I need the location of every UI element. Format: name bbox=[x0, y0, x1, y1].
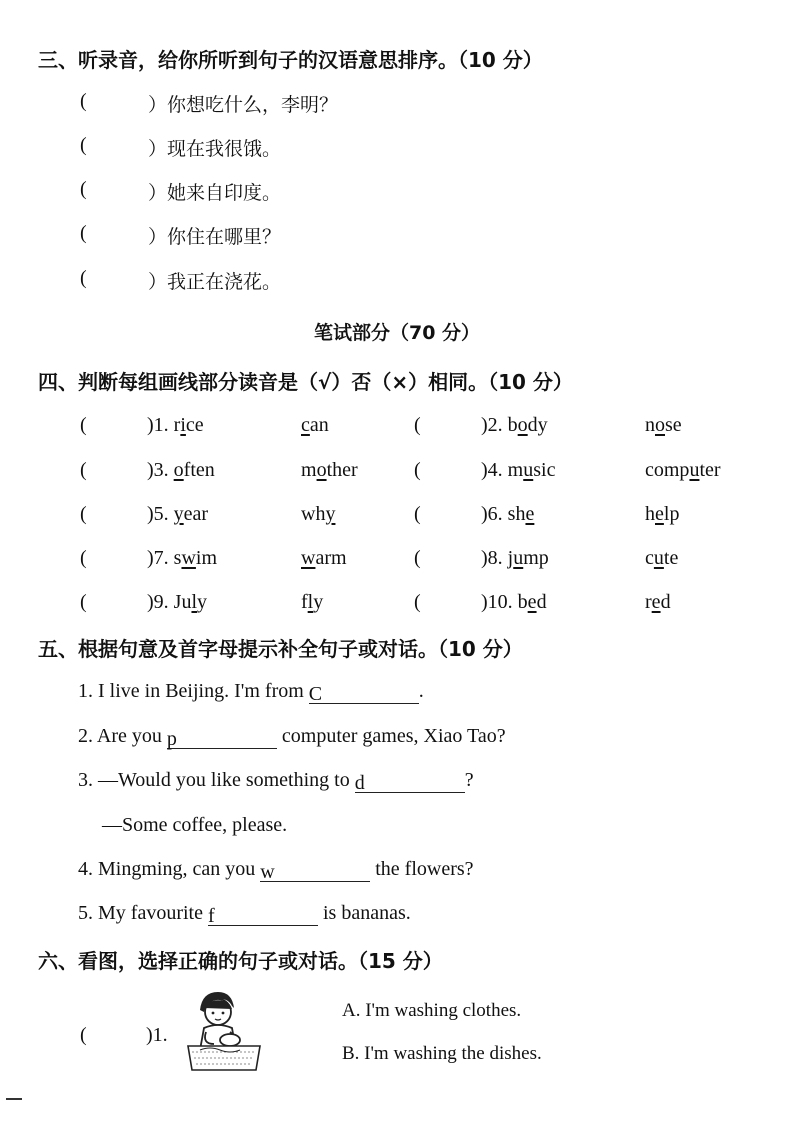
section-3-title: 三、听录音，给你所听到句子的汉语意思排序。（10 分） bbox=[38, 48, 543, 72]
item-number: )7. bbox=[147, 547, 174, 569]
answer-paren[interactable]: ( bbox=[80, 414, 87, 436]
underlined-letters: w bbox=[301, 547, 316, 569]
sec4-word-1: )6. she bbox=[481, 503, 535, 525]
washing-dishes-picture bbox=[180, 988, 266, 1074]
answer-paren[interactable]: ( bbox=[414, 591, 421, 613]
sec6-question-1-number: )1. bbox=[146, 1024, 168, 1046]
underlined-letters: e bbox=[651, 591, 661, 613]
item-number: )8. bbox=[481, 547, 508, 569]
underlined-letters: e bbox=[525, 503, 535, 525]
item-number: )1. bbox=[147, 414, 174, 436]
sec4-word-1: )1. rice bbox=[147, 414, 204, 436]
sec4-word-1: )2. body bbox=[481, 414, 548, 436]
sec5-question-3-reply: —Some coffee, please. bbox=[102, 814, 288, 836]
sec4-word-1: )5. year bbox=[147, 503, 209, 525]
sec4-word-1: )8. jump bbox=[481, 547, 549, 569]
underlined-letters: l bbox=[307, 591, 314, 613]
underlined-letters: o bbox=[517, 414, 528, 436]
sec4-word-2: help bbox=[645, 503, 680, 525]
sec5-question-4: 4. Mingming, can you w the flowers? bbox=[78, 858, 474, 883]
sec4-word-2: red bbox=[645, 591, 671, 613]
underlined-letters: i bbox=[180, 414, 186, 436]
answer-paren[interactable]: ( bbox=[80, 90, 87, 112]
answer-blank[interactable]: d bbox=[355, 772, 465, 793]
sec3-item-2: ）现在我很饿。 bbox=[148, 138, 282, 160]
sec4-word-1: )4. music bbox=[481, 459, 556, 481]
answer-paren[interactable]: ( bbox=[80, 134, 87, 156]
sec4-word-1: )7. swim bbox=[147, 547, 218, 569]
section-4-title: 四、判断每组画线部分读音是（√）否（×）相同。（10 分） bbox=[38, 370, 573, 394]
sec3-item-1: ）你想吃什么，李明？ bbox=[148, 94, 339, 116]
sec3-item-4: ）你住在哪里？ bbox=[148, 226, 282, 248]
answer-blank[interactable]: w bbox=[260, 861, 370, 882]
sec4-word-2: can bbox=[301, 414, 329, 436]
sec4-word-1: )3. often bbox=[147, 459, 215, 481]
underlined-letters: o bbox=[316, 459, 327, 481]
answer-paren[interactable]: ( bbox=[80, 591, 87, 613]
answer-paren[interactable]: ( bbox=[414, 547, 421, 569]
underlined-letters: u bbox=[523, 459, 534, 481]
answer-blank[interactable]: p bbox=[167, 728, 277, 749]
answer-paren[interactable]: ( bbox=[80, 547, 87, 569]
underlined-letters: u bbox=[653, 547, 664, 569]
sec3-item-3: ）她来自印度。 bbox=[148, 182, 282, 204]
underlined-letters: u bbox=[513, 547, 524, 569]
sec4-word-2: cute bbox=[645, 547, 679, 569]
answer-paren[interactable]: ( bbox=[80, 178, 87, 200]
answer-paren[interactable]: ( bbox=[80, 1024, 87, 1046]
answer-blank[interactable]: f bbox=[208, 905, 318, 926]
sec4-word-2: why bbox=[301, 503, 336, 525]
underlined-letters: w bbox=[181, 547, 196, 569]
underlined-letters: l bbox=[191, 591, 198, 613]
underlined-letters: o bbox=[173, 459, 184, 481]
page-edge-mark bbox=[6, 1098, 22, 1100]
item-number: )5. bbox=[147, 503, 174, 525]
sec5-question-3: 3. —Would you like something to d ? bbox=[78, 769, 474, 794]
sec4-word-2: warm bbox=[301, 547, 347, 569]
sec3-item-5: ）我正在浇花。 bbox=[148, 271, 282, 293]
underlined-letters: y bbox=[325, 503, 336, 525]
sec4-word-2: nose bbox=[645, 414, 682, 436]
answer-paren[interactable]: ( bbox=[80, 222, 87, 244]
answer-paren[interactable]: ( bbox=[80, 503, 87, 525]
item-number: )4. bbox=[481, 459, 508, 481]
answer-paren[interactable]: ( bbox=[80, 459, 87, 481]
answer-paren[interactable]: ( bbox=[414, 459, 421, 481]
sec5-question-2: 2. Are you p computer games, Xiao Tao? bbox=[78, 725, 506, 750]
answer-paren[interactable]: ( bbox=[80, 267, 87, 289]
section-6-title: 六、看图，选择正确的句子或对话。（15 分） bbox=[38, 949, 443, 973]
underlined-letters: u bbox=[689, 459, 700, 481]
underlined-letters: e bbox=[655, 503, 664, 525]
item-number: )6. bbox=[481, 503, 508, 525]
item-number: )3. bbox=[147, 459, 174, 481]
sec6-option-b[interactable]: B. I'm washing the dishes. bbox=[342, 1043, 542, 1064]
answer-blank[interactable]: C bbox=[309, 683, 419, 704]
sec4-word-2: computer bbox=[645, 459, 721, 481]
sec4-word-1: )10. bed bbox=[481, 591, 547, 613]
section-5-title: 五、根据句意及首字母提示补全句子或对话。（10 分） bbox=[38, 637, 523, 661]
sec5-question-1: 1. I live in Beijing. I'm from C . bbox=[78, 680, 424, 705]
item-number: )9. bbox=[147, 591, 174, 613]
sec4-word-1: )9. July bbox=[147, 591, 208, 613]
underlined-letters: o bbox=[655, 414, 665, 436]
sec4-word-2: mother bbox=[301, 459, 358, 481]
answer-paren[interactable]: ( bbox=[414, 503, 421, 525]
item-number: )2. bbox=[481, 414, 508, 436]
underlined-letters: e bbox=[527, 591, 537, 613]
underlined-letters: y bbox=[173, 503, 184, 525]
sec5-question-5: 5. My favourite f is bananas. bbox=[78, 902, 411, 927]
sec4-word-2: fly bbox=[301, 591, 324, 613]
written-part-header: 笔试部分（70 分） bbox=[314, 322, 481, 344]
sec6-option-a[interactable]: A. I'm washing clothes. bbox=[342, 1000, 522, 1021]
answer-paren[interactable]: ( bbox=[414, 414, 421, 436]
item-number: )10. bbox=[481, 591, 518, 613]
underlined-letters: c bbox=[301, 414, 310, 436]
